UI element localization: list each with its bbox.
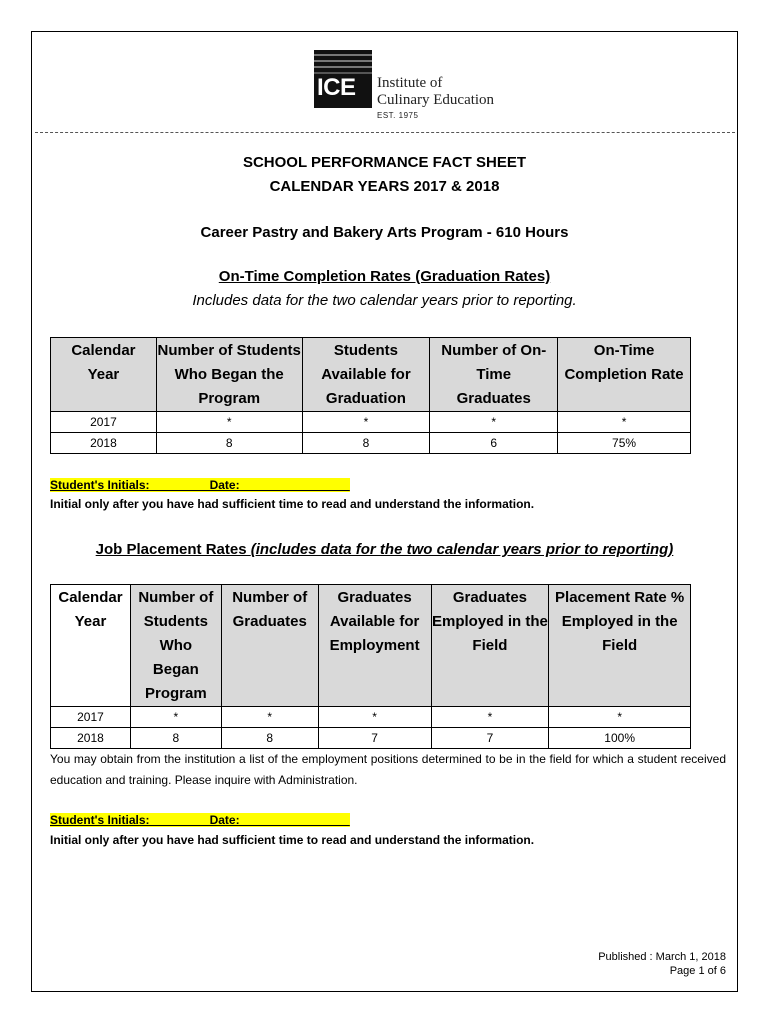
table-cell: 2018 [51, 433, 157, 454]
column-header-line: Employment [329, 637, 420, 654]
table-row [51, 433, 691, 454]
table-cell: 8 [130, 728, 221, 749]
column-header-line: Time [476, 366, 512, 383]
placement-col-header [221, 585, 318, 707]
table-cell: * [221, 707, 318, 728]
placement-col-header [51, 585, 131, 707]
initial-note-2: Initial only after you have had sufficient time to read and understand the information. [50, 833, 535, 847]
placement-col-header [431, 585, 549, 707]
page-number: Page 1 of 6 [669, 965, 726, 977]
ice-logo [314, 50, 534, 122]
table-cell: 75% [558, 433, 691, 454]
completion-subheading: Includes data for the two calendar years prior to reporting. [192, 292, 577, 309]
table-row [51, 412, 691, 433]
column-header-line: Students [333, 342, 399, 359]
column-header-line: Students [143, 613, 208, 630]
table-cell: 6 [430, 433, 558, 454]
initial-note-1: Initial only after you have had sufficient time to read and understand the information. [50, 497, 535, 511]
column-header-line: Field [602, 637, 638, 654]
table-cell: * [156, 412, 302, 433]
column-header-line: Available for [321, 366, 411, 383]
column-header-line: Program [145, 685, 207, 702]
table-cell: 8 [156, 433, 302, 454]
placement-col-header [549, 585, 691, 707]
student-initials-label: Student's Initials: ________ Date: ________________ [50, 813, 350, 827]
table-cell: 7 [431, 728, 549, 749]
ice-logo-mark [314, 50, 372, 108]
column-header-line: Placement Rate % [555, 589, 685, 606]
logo-est: EST. 1975 [377, 111, 419, 120]
column-header-line: Number of On- [441, 342, 547, 359]
completion-table [50, 337, 691, 454]
program-title: Career Pastry and Bakery Arts Program - 610 Hours [200, 224, 569, 241]
table-cell: * [318, 707, 431, 728]
table-cell: * [431, 707, 549, 728]
column-header-line: Employed in the [431, 613, 548, 630]
student-initials-line-2[interactable] [50, 813, 350, 827]
table-cell: 2017 [51, 412, 157, 433]
table-cell: 8 [302, 433, 430, 454]
column-header-line: Completion Rate [564, 366, 684, 383]
table-cell: * [302, 412, 430, 433]
placement-heading [31, 541, 738, 558]
completion-col-header [302, 338, 430, 412]
column-header-line: Graduation [325, 390, 406, 407]
column-header-line: Number of [138, 589, 214, 606]
column-header-line: On-Time [593, 342, 655, 359]
table-cell: * [430, 412, 558, 433]
header-divider [35, 132, 735, 133]
logo-mark-text: ICE [317, 74, 356, 101]
placement-heading-plain: Job Placement Rates [95, 541, 251, 558]
column-header-line: Who Began the [174, 366, 284, 383]
column-header-line: Who [159, 637, 193, 654]
table-cell: 100% [549, 728, 691, 749]
placement-col-header [130, 585, 221, 707]
column-header-line: Calendar [58, 589, 123, 606]
column-header-line: Graduates [337, 589, 412, 606]
completion-col-header [156, 338, 302, 412]
published-date: Published : March 1, 2018 [598, 951, 726, 963]
table-cell: 7 [318, 728, 431, 749]
column-header-line: Number of Students [157, 342, 301, 359]
table-cell: 8 [221, 728, 318, 749]
logo-name-line2: Culinary Education [377, 92, 495, 108]
column-header-line: Year [87, 366, 120, 383]
column-header-line: Graduates [452, 589, 528, 606]
table-cell: * [558, 412, 691, 433]
logo-name [377, 75, 494, 109]
placement-header-row [51, 585, 691, 707]
page-title-line2: CALENDAR YEARS 2017 & 2018 [269, 178, 500, 195]
table-cell: * [549, 707, 691, 728]
column-header-line: Number of [232, 589, 308, 606]
table-cell: * [130, 707, 221, 728]
page-footer [598, 950, 726, 978]
student-initials-label: Student's Initials: ________ Date: ________________ [50, 478, 350, 492]
page-title-line1: SCHOOL PERFORMANCE FACT SHEET [242, 154, 527, 171]
column-header-line: Field [472, 637, 508, 654]
employment-disclaimer: You may obtain from the institution a list of the employment positions determined to be in the field for which a student received education and training. Please inquire with Administration. [50, 752, 726, 787]
placement-table [50, 584, 691, 749]
placement-heading-italic: (includes data for the two calendar years prior to reporting) [250, 541, 674, 558]
column-header-line: Graduates [232, 613, 307, 630]
table-cell: 2017 [51, 707, 131, 728]
completion-col-header [558, 338, 691, 412]
table-cell: 2018 [51, 728, 131, 749]
column-header-line: Graduates [456, 390, 531, 407]
column-header-line: Calendar [71, 342, 136, 359]
column-header-line: Year [74, 613, 107, 630]
column-header-line: Program [198, 390, 261, 407]
placement-col-header [318, 585, 431, 707]
completion-col-header [51, 338, 157, 412]
column-header-line: Available for [329, 613, 420, 630]
completion-heading: On-Time Completion Rates (Graduation Rates) [218, 268, 551, 285]
page-border [31, 31, 738, 992]
column-header-line: Employed in the [561, 613, 678, 630]
column-header-line: Began [152, 661, 199, 678]
completion-header-row [51, 338, 691, 412]
table-row [51, 728, 691, 749]
logo-name-line1: Institute of [377, 75, 443, 91]
student-initials-line-1[interactable] [50, 478, 350, 492]
completion-col-header [430, 338, 558, 412]
table-row [51, 707, 691, 728]
